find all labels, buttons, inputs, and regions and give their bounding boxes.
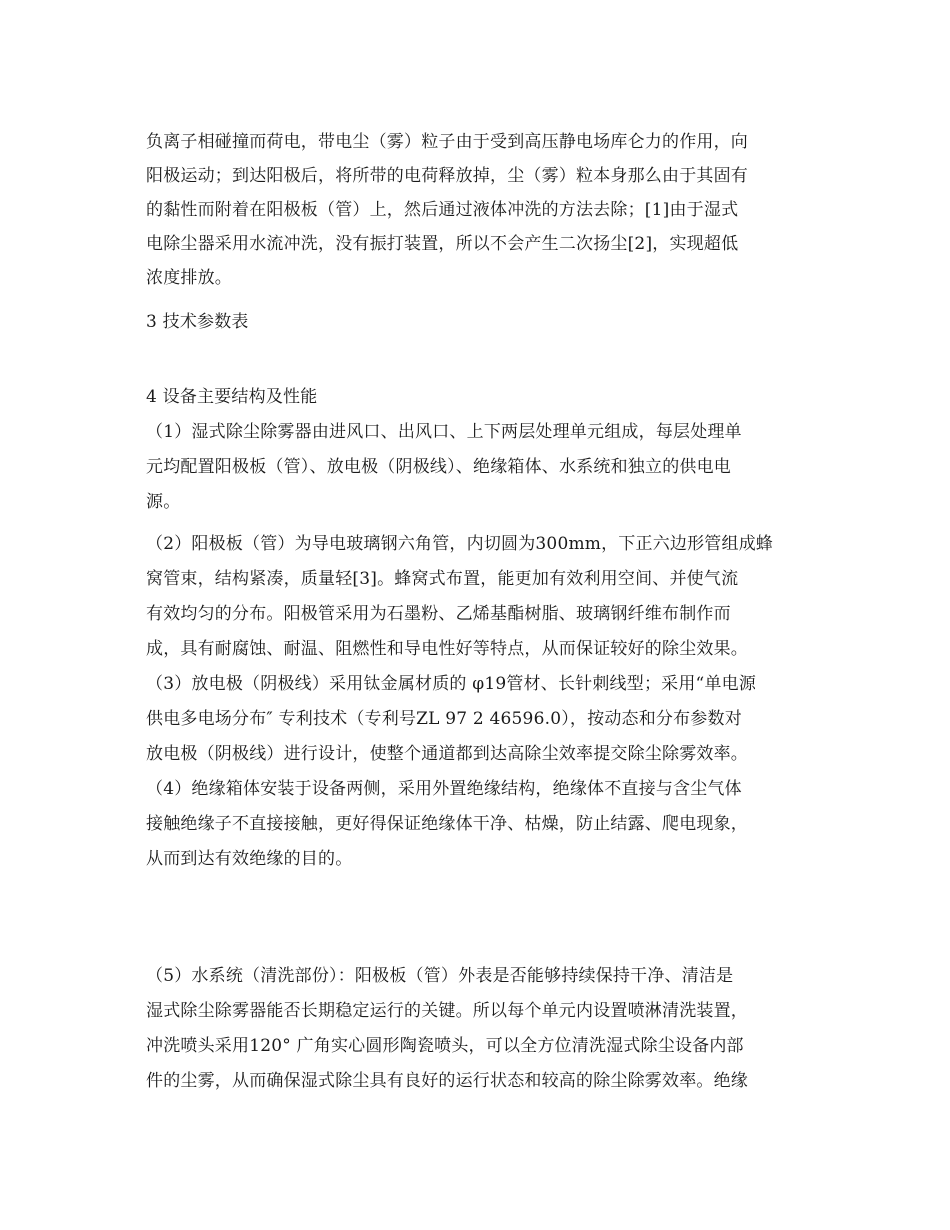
text-line: （1）湿式除尘除雾器由进风口、出风口、上下两层处理单元组成，每层处理单 xyxy=(146,422,742,442)
text-line: 接触绝缘子不直接接触，更好得保证绝缘体干净、枯燥，防止结露、爬电现象， xyxy=(146,814,748,834)
text-line: 湿式除尘除雾器能否长期稳定运行的关键。所以每个单元内设置喷淋清洗装置， xyxy=(146,1001,748,1021)
text-line: 放电极（阴极线）进行设计，使整个通道都到达高除尘效率提交除尘除雾效率。 xyxy=(146,744,748,764)
text-line: 供电多电场分布″ 专利技术（专利号ZL 97 2 46596.0），按动态和分布参数对 xyxy=(146,709,742,729)
text-line: 冲洗喷头采用120° 广角实心圆形陶瓷喷头，可以全方位清洗湿式除尘设备内部 xyxy=(146,1036,744,1056)
text-line: 件的尘雾，从而确保湿式除尘具有良好的运行状态和较高的除尘除雾效率。绝缘 xyxy=(146,1071,748,1091)
text-line: （2）阳极板（管）为导电玻璃钢六角管，内切圆为300mm，下正六边形管组成蜂 xyxy=(146,534,774,554)
text-line: 元均配置阳极板（管）、放电极（阴极线）、绝缘箱体、水系统和独立的供电电 xyxy=(146,457,731,477)
text-line: 成，具有耐腐蚀、耐温、阻燃性和导电性好等特点，从而保证较好的除尘效果。 xyxy=(146,639,748,659)
section-heading: 4 设备主要结构及性能 xyxy=(146,387,318,407)
text-line: （4）绝缘箱体安装于设备两侧，采用外置绝缘结构，绝缘体不直接与含尘气体 xyxy=(146,779,742,799)
text-line: 浓度排放。 xyxy=(146,268,232,288)
text-line: 有效均匀的分布。阳极管采用为石墨粉、乙烯基酯树脂、玻璃钢纤维布制作而 xyxy=(146,604,731,624)
text-line: 窝管束，结构紧凑，质量轻[3]。蜂窝式布置，能更加有效利用空间、并使气流 xyxy=(146,569,739,589)
text-line: 从而到达有效绝缘的目的。 xyxy=(146,849,353,869)
text-line: 电除尘器采用水流冲洗，没有振打装置，所以不会产生二次扬尘[2]，实现超低 xyxy=(146,234,739,254)
text-line: （3）放电极（阴极线）采用钛金属材质的 φ19管材、长针刺线型；采用“单电源 xyxy=(146,674,757,694)
text-line: 源。 xyxy=(146,492,181,512)
section-heading: 3 技术参数表 xyxy=(146,312,249,332)
text-line: 负离子相碰撞而荷电，带电尘（雾）粒子由于受到高压静电场库仑力的作用，向 xyxy=(146,132,748,152)
text-line: 阳极运动；到达阳极后，将所带的电荷释放掉，尘（雾）粒本身那么由于其固有 xyxy=(146,166,748,186)
text-line: （5）水系统（清洗部份）：阳极板（管）外表是否能够持续保持干净、清洁是 xyxy=(146,966,734,986)
text-line: 的黏性而附着在阳极板（管）上，然后通过液体冲洗的方法去除；[1]由于湿式 xyxy=(146,200,739,220)
